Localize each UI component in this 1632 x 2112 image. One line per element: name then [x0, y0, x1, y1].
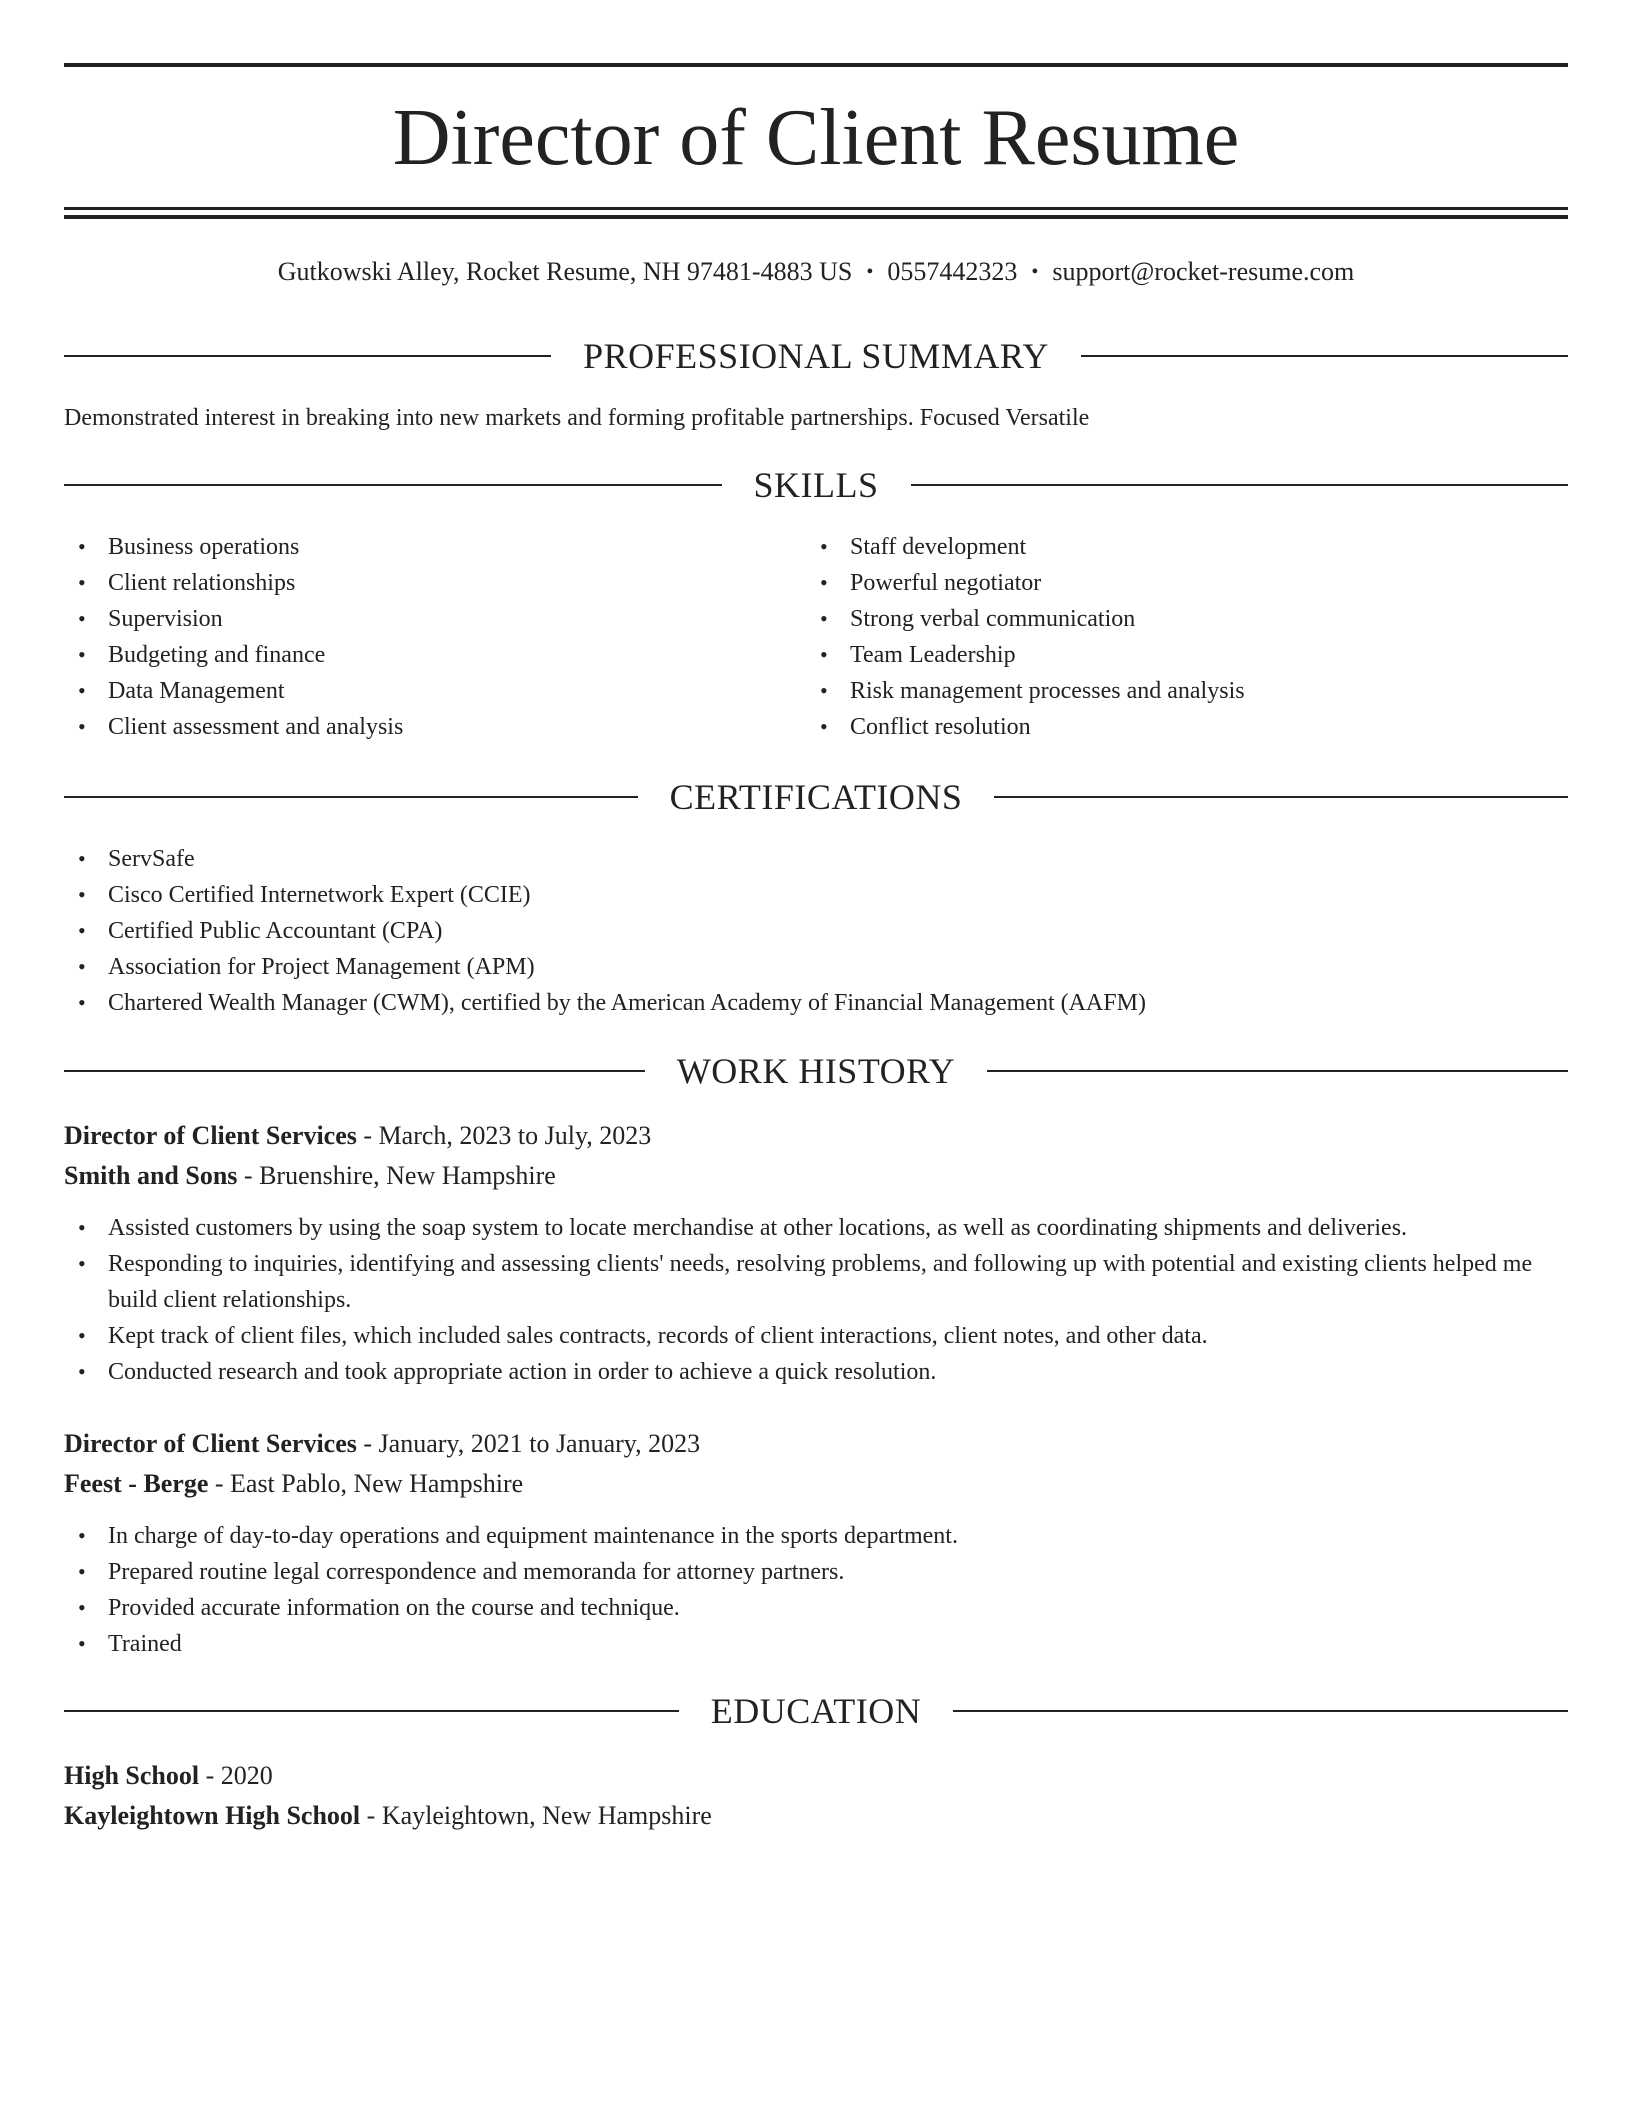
- list-item: • Conducted research and took appropriate action in order to achieve a quick resolution.: [64, 1354, 1568, 1390]
- education-school-line: [64, 1796, 1568, 1836]
- list-item: • Client assessment and analysis: [64, 709, 804, 745]
- list-item: • Staff development: [806, 529, 1566, 565]
- education-heading: [64, 1689, 1568, 1733]
- certifications-list: [64, 841, 1568, 1021]
- list-item: • Team Leadership: [806, 637, 1566, 673]
- job-location: - Bruenshire, New Hampshire: [237, 1161, 556, 1190]
- list-item: • Risk management processes and analysis: [806, 673, 1566, 709]
- list-item: • Trained: [64, 1626, 1568, 1662]
- list-item: • ServSafe: [64, 841, 1568, 877]
- heading-rule-right: [953, 1710, 1568, 1712]
- contact-address: Gutkowski Alley, Rocket Resume, NH 97481-4883 US: [277, 257, 853, 286]
- list-item: • Supervision: [64, 601, 804, 637]
- list-item: • Prepared routine legal correspondence and memoranda for attorney partners.: [64, 1554, 1568, 1590]
- contact-email: support@rocket-resume.com: [1052, 257, 1355, 286]
- list-item: • Assisted customers by using the soap system to locate merchandise at other locations, as well as coordinating shipments and deliveries.: [64, 1210, 1568, 1246]
- skills-heading: [64, 463, 1568, 507]
- list-item: • Conflict resolution: [806, 709, 1566, 745]
- list-item: • Provided accurate information on the course and technique.: [64, 1590, 1568, 1626]
- education-year: - 2020: [199, 1761, 273, 1790]
- top-rule: [64, 63, 1568, 67]
- job-title-line: [64, 1424, 1568, 1464]
- education-degree-line: [64, 1756, 1568, 1796]
- job-title: Director of Client Services: [64, 1429, 357, 1458]
- summary-text: Demonstrated interest in breaking into new markets and forming profitable partnerships. Focused Versatile: [64, 405, 1090, 431]
- heading-rule-right: [994, 796, 1568, 798]
- work-heading: [64, 1049, 1568, 1093]
- heading-rule-left: [64, 1070, 645, 1072]
- education-location: - Kayleightown, New Hampshire: [360, 1801, 712, 1830]
- job-title-line: [64, 1116, 1568, 1156]
- heading-rule-left: [64, 796, 638, 798]
- heading-rule-right: [911, 484, 1569, 486]
- skills-heading-label: SKILLS: [753, 465, 879, 505]
- list-item: • Responding to inquiries, identifying and assessing clients' needs, resolving problems, and following up with potential and existing clients helped me build client relationships.: [64, 1246, 1568, 1318]
- heading-rule-left: [64, 1710, 679, 1712]
- list-item: • Powerful negotiator: [806, 565, 1566, 601]
- list-item: • Business operations: [64, 529, 804, 565]
- heading-rule-left: [64, 484, 722, 486]
- list-item: • Strong verbal communication: [806, 601, 1566, 637]
- heading-rule-right: [987, 1070, 1568, 1072]
- education-school: Kayleightown High School: [64, 1801, 361, 1830]
- job-dates: - January, 2021 to January, 2023: [356, 1429, 701, 1458]
- skills-list-left: [64, 529, 804, 745]
- list-item: • Kept track of client files, which included sales contracts, records of client interactions, client notes, and other data.: [64, 1318, 1568, 1354]
- job-company: Smith and Sons: [64, 1161, 238, 1190]
- list-item: • Certified Public Accountant (CPA): [64, 913, 1568, 949]
- job-company-line: [64, 1464, 1568, 1504]
- resume-title: Director of Client Resume: [392, 94, 1240, 182]
- job-company-line: [64, 1156, 1568, 1196]
- summary-heading: [64, 334, 1568, 378]
- contact-phone: 0557442323: [887, 257, 1018, 286]
- heading-rule-right: [1081, 355, 1568, 357]
- summary-heading-label: PROFESSIONAL SUMMARY: [583, 336, 1049, 376]
- contact-line: [64, 252, 1568, 292]
- list-item: • Cisco Certified Internetwork Expert (CCIE): [64, 877, 1568, 913]
- list-item: • Association for Project Management (APM): [64, 949, 1568, 985]
- certifications-heading: [64, 775, 1568, 819]
- heading-rule-left: [64, 355, 551, 357]
- skills-list-right: [806, 529, 1566, 745]
- list-item: • In charge of day-to-day operations and equipment maintenance in the sports department.: [64, 1518, 1568, 1554]
- list-item: • Chartered Wealth Manager (CWM), certified by the American Academy of Financial Management (AAFM): [64, 985, 1568, 1021]
- education-degree: High School: [64, 1761, 200, 1790]
- list-item: • Data Management: [64, 673, 804, 709]
- title-double-rule: [64, 207, 1568, 219]
- list-item: • Budgeting and finance: [64, 637, 804, 673]
- job-dates: - March, 2023 to July, 2023: [356, 1121, 652, 1150]
- list-item: • Client relationships: [64, 565, 804, 601]
- job-bullets: [64, 1210, 1568, 1390]
- job-location: - East Pablo, New Hampshire: [208, 1469, 524, 1498]
- certifications-heading-label: CERTIFICATIONS: [669, 777, 963, 817]
- job-company: Feest - Berge: [64, 1469, 209, 1498]
- work-heading-label: WORK HISTORY: [676, 1051, 956, 1091]
- contact-separator: •: [1031, 261, 1039, 283]
- job-title: Director of Client Services: [64, 1121, 357, 1150]
- contact-separator: •: [866, 261, 874, 283]
- education-heading-label: EDUCATION: [710, 1691, 922, 1731]
- job-bullets: [64, 1518, 1568, 1662]
